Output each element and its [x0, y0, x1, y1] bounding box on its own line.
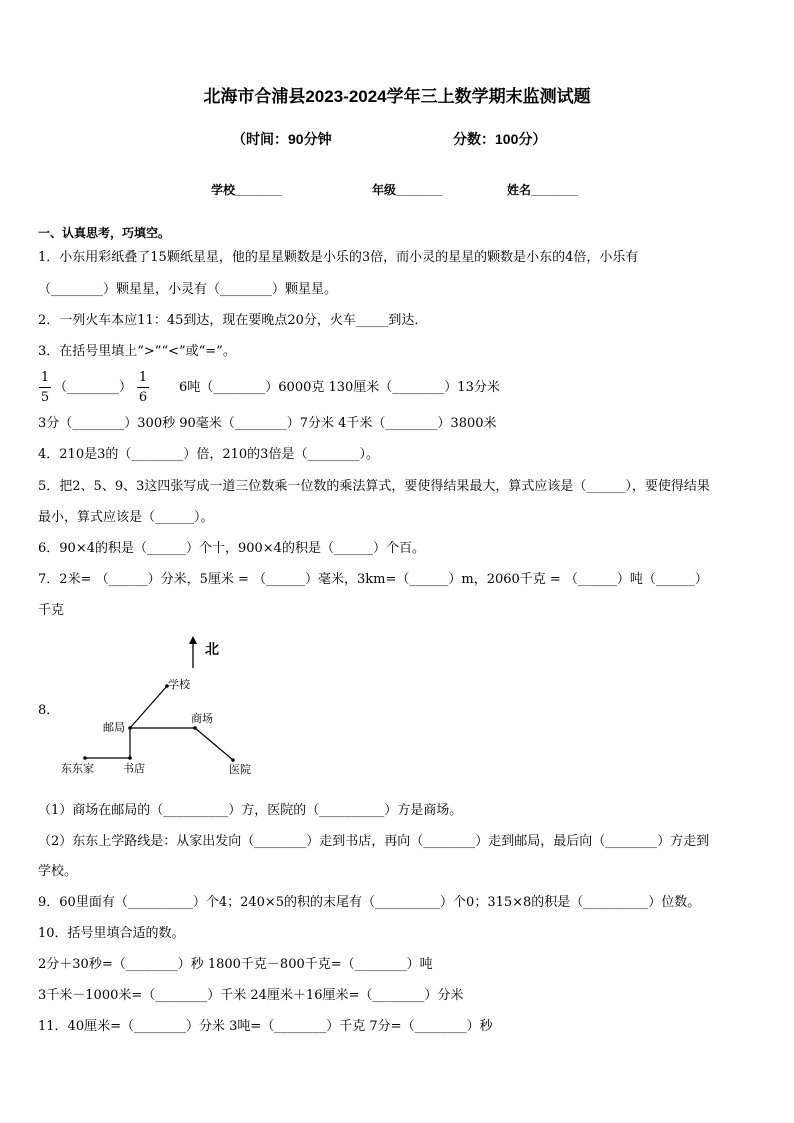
question-1-line-1: 1．小东用彩纸叠了15颗纸星星，他的星星颗数是小乐的3倍，而小灵的星星的颗数是小东的4倍，小乐有: [38, 250, 639, 265]
question-1-line-2: （________）颗星星，小灵有（________）颗星星。: [38, 282, 338, 297]
bookstore-label: 书店: [123, 762, 145, 775]
question-9: 9．60里面有（__________）个4；240×5的积的末尾有（__________）个0；315×8的积是（__________）位数。: [38, 895, 701, 910]
page-title: 北海市合浦县2023-2024学年三上数学期末监测试题: [203, 87, 591, 106]
question-8-part-2-line-2: 学校。: [38, 864, 78, 879]
north-arrow-head: [189, 636, 197, 644]
fraction-denominator: 5: [40, 390, 50, 405]
question-4: 4．210是3的（________）倍，210的3倍是（________）。: [38, 447, 379, 462]
question-3-blank-1: （________）: [54, 380, 133, 395]
mall-label: 商场: [191, 712, 213, 725]
question-10-line-1: 2分＋30秒=（________）秒 1800千克－800千克=（________）吨: [38, 957, 433, 972]
route-post-to-school: [130, 686, 167, 728]
fraction-bar: [39, 387, 51, 388]
grade-field: 年级_______: [372, 183, 443, 197]
question-8-part-2-line-1: （2）东东上学路线是：从家出发向（________）走到书店，再向（________）走到邮局，最后向（________）方走到: [38, 834, 710, 849]
question-6: 6．90×4的积是（______）个十，900×4的积是（______）个百。: [38, 541, 425, 556]
home-label: 东东家: [61, 762, 94, 775]
name-field: 姓名_______: [507, 183, 578, 197]
question-10: 10．括号里填合适的数。: [38, 926, 185, 941]
fraction-one-fifth: [39, 370, 51, 405]
exam-time: （时间：90分钟: [232, 131, 332, 147]
fraction-numerator: 1: [138, 370, 148, 385]
question-10-line-2: 3千米－1000米=（________）千米 24厘米＋16厘米=（________）分米: [38, 988, 464, 1003]
fraction-denominator: 6: [138, 390, 148, 405]
question-2: 2．一列火车本应11：45到达，现在要晚点20分，火车_____到达．: [38, 313, 428, 328]
question-3-line-1-rest: 6吨（________）6000克 130厘米（________）13分米: [179, 380, 500, 395]
question-8-part-1: （1）商场在邮局的（__________）方，医院的（__________）方是商场。: [38, 803, 463, 818]
question-3-line-2: 3分（________）300秒 90毫米（________）7分米 4千米（________）3800米: [38, 416, 497, 431]
question-7-line-1: 7．2米= （______）分米，5厘米 = （______）毫米，3km=（______）m，2060千克 = （______）吨（______）: [38, 572, 708, 587]
hospital-label: 医院: [229, 763, 251, 776]
section-title: 一、认真思考，巧填空。: [38, 226, 171, 240]
fraction-one-sixth: [137, 370, 149, 405]
question-8-label: 8．: [38, 703, 60, 718]
direction-map: [55, 630, 275, 780]
hospital-point: [231, 758, 235, 762]
home-point: [83, 756, 87, 760]
fraction-numerator: 1: [40, 370, 50, 385]
fraction-bar: [137, 387, 149, 388]
question-7-line-2: 千克: [38, 603, 65, 618]
post-office-point: [128, 726, 132, 730]
north-label: 北: [205, 642, 219, 658]
school-field: 学校_______: [211, 183, 282, 197]
bookstore-point: [128, 756, 132, 760]
question-11: 11．40厘米=（________）分米 3吨=（________）千克 7分=（________）秒: [38, 1019, 493, 1034]
exam-score: 分数：100分）: [453, 131, 547, 147]
question-5-line-1: 5．把2、5、9、3这四张写成一道三位数乘一位数的乘法算式，要使得结果最大，算式应该是（______），要使得结果: [38, 479, 710, 494]
question-3: 3．在括号里填上“>”“<”或“=”。: [38, 344, 236, 359]
mall-point: [193, 726, 197, 730]
question-5-line-2: 最小，算式应该是（______）。: [38, 510, 214, 525]
school-label: 学校: [168, 678, 190, 691]
post-office-label: 邮局: [103, 721, 125, 734]
